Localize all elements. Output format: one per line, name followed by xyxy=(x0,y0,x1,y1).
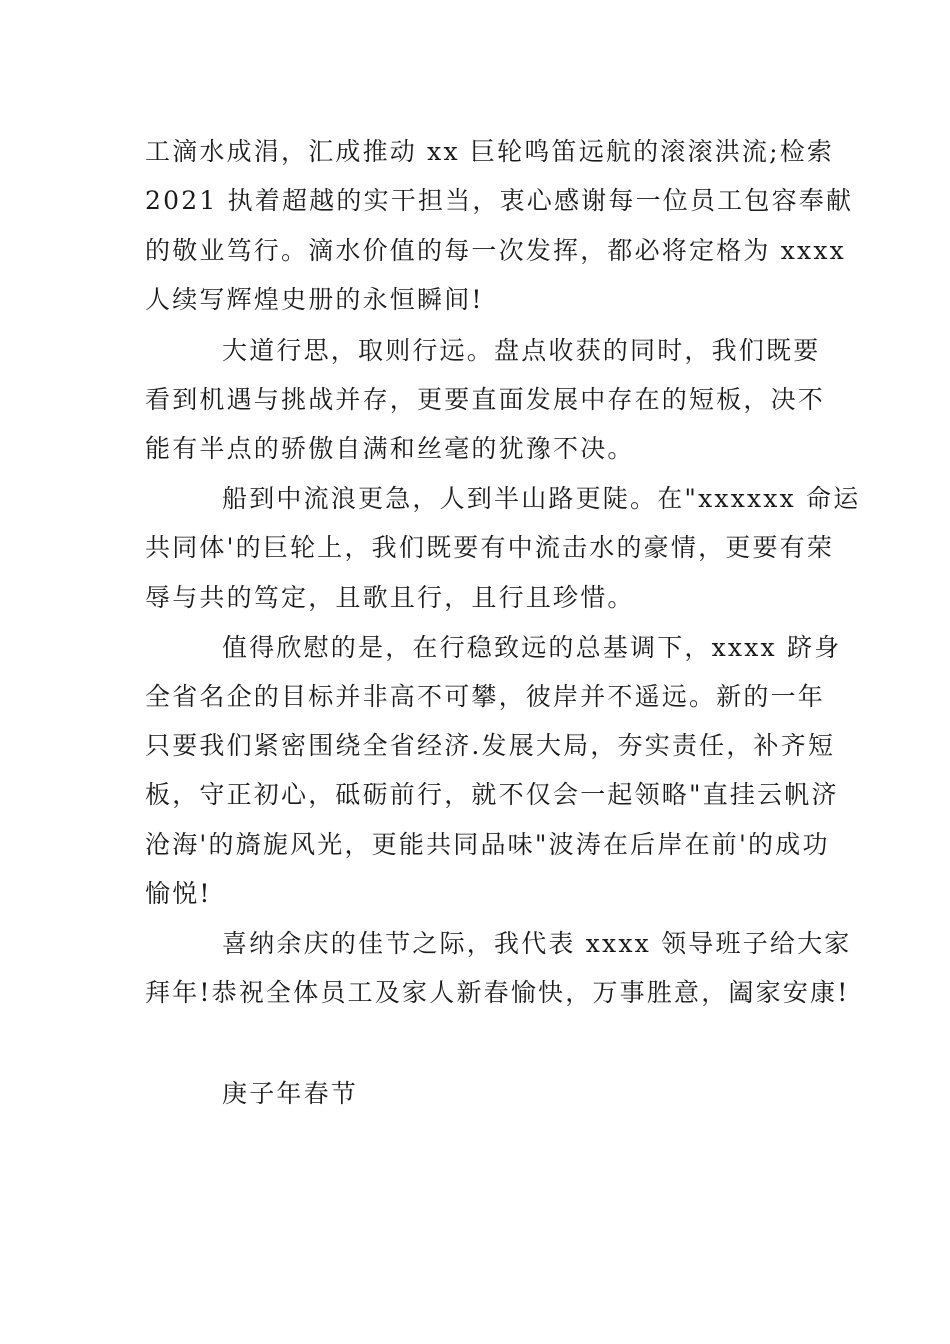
paragraph-3-line-1: 船到中流浪更急，人到半山路更陡。在"xxxxxx 命运 xyxy=(222,484,861,513)
paragraph-4-line-2: 全省名企的目标并非高不可攀，彼岸并不遥远。新的一年 xyxy=(145,682,826,711)
paragraph-1-line-1: 工滴水成涓，汇成推动 xx 巨轮鸣笛远航的滚滚洪流;检索 xyxy=(145,137,835,166)
paragraph-1-line-4: 人续写辉煌史册的永恒瞬间! xyxy=(145,285,484,314)
paragraph-5-line-1: 喜纳余庆的佳节之际，我代表 xxxx 领导班子给大家 xyxy=(222,929,852,958)
paragraph-4-line-5: 沧海'的旖旎风光，更能共同品味"波涛在后岸在前'的成功 xyxy=(145,830,830,859)
paragraph-4-line-6: 愉悦! xyxy=(145,879,212,908)
paragraph-1-line-3: 的敬业笃行。滴水价值的每一次发挥，都必将定格为 xxxx xyxy=(145,236,846,265)
paragraph-4-line-4: 板，守正初心，砥砺前行，就不仅会一起领略"直挂云帆济 xyxy=(145,780,839,809)
paragraph-2-line-3: 能有半点的骄傲自满和丝毫的犹豫不决。 xyxy=(145,434,635,463)
paragraph-4-line-1: 值得欣慰的是，在行稳致远的总基调下，xxxx 跻身 xyxy=(222,633,842,662)
paragraph-1-line-2: 2021 执着超越的实干担当，衷心感谢每一位员工包容奉献 xyxy=(145,186,854,215)
paragraph-2-line-2: 看到机遇与挑战并存，更要直面发展中存在的短板，决不 xyxy=(145,385,826,414)
paragraph-3-line-3: 辱与共的笃定，且歌且行，且行且珍惜。 xyxy=(145,583,635,612)
paragraph-4-line-3: 只要我们紧密围绕全省经济.发展大局，夯实责任，补齐短 xyxy=(145,731,836,760)
paragraph-3-line-2: 共同体'的巨轮上，我们既要有中流击水的豪情，更要有荣 xyxy=(145,533,835,562)
paragraph-2-line-1: 大道行思，取则行远。盘点收获的同时，我们既要 xyxy=(222,336,821,365)
paragraph-5-line-2: 拜年!恭祝全体员工及家人新春愉快，万事胜意，阖家安康! xyxy=(145,978,850,1007)
signature-date: 庚子年春节 xyxy=(222,1079,359,1108)
